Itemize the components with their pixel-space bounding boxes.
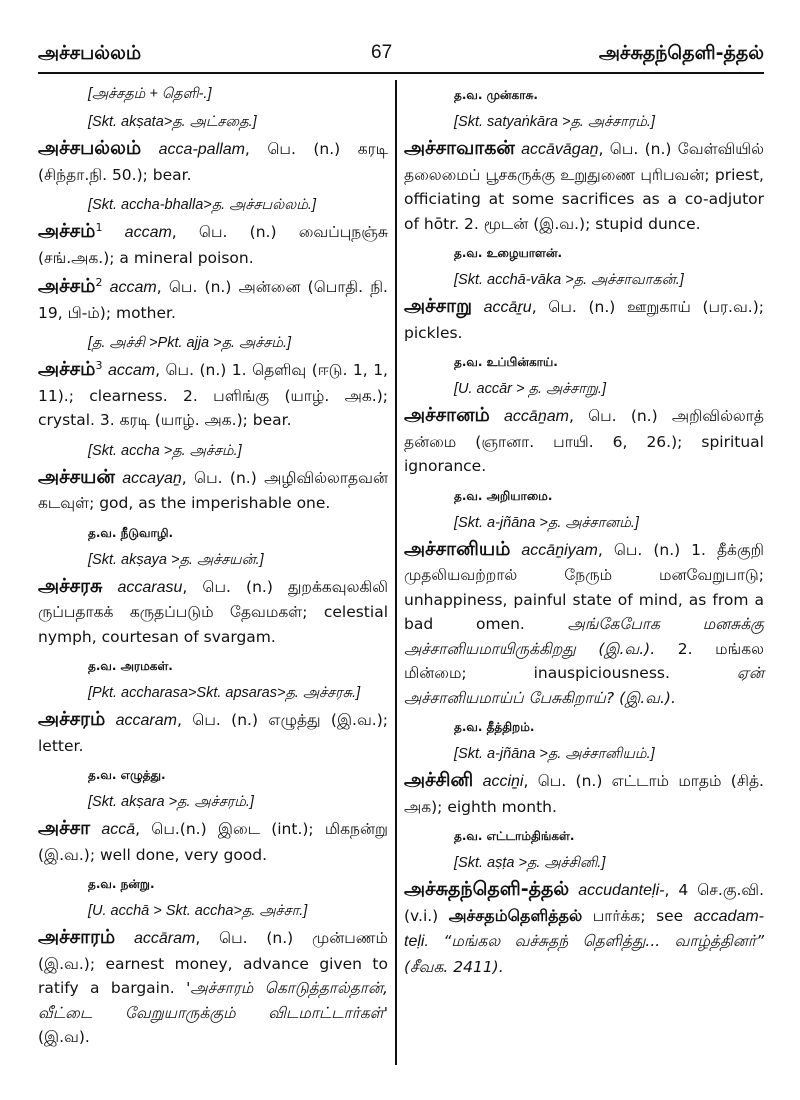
transliteration: accāṉam xyxy=(504,408,569,425)
definition: பார்க்க; see xyxy=(582,906,684,925)
definition: , பெ. (n.) துறக்கவுலகிலி ருப்பதாகக் கருதப்படும் தேவமகள்; celestial nymph, courtesan of svargam. xyxy=(38,577,388,646)
definition: , பெ. (n.) எழுத்து (இ.வ.); letter. xyxy=(38,711,388,755)
definition: , பெ. (n.) ஊறுகாய் (பர.வ.); pickles. xyxy=(404,298,764,342)
headword: அச்சம் xyxy=(38,358,96,380)
running-head-left: அச்சபல்லம் xyxy=(38,42,142,64)
etymology: [Skt. akṣata>த. அட்சதை.] xyxy=(88,114,257,130)
definition: , பெ. (n.) முன்பணம் (இ.வ.); earnest money, advance given to ratify a bargain. xyxy=(38,929,388,997)
headword: அச்சுதந்தெளி-த்தல் xyxy=(404,878,570,900)
transliteration: accam xyxy=(124,224,172,241)
definition: , பெ. (n.) அழிவில்லாதவன் கடவுள்; god, as the imperishable one. xyxy=(38,468,388,512)
tamil-equivalent: த.வ. எழுத்து. xyxy=(88,768,166,782)
transliteration: accam xyxy=(109,279,157,296)
running-head-right: அச்சுதந்தெளி-த்தல் xyxy=(598,42,764,64)
headword: அச்சரசு xyxy=(38,574,103,597)
headword: அச்சாரம் xyxy=(38,926,116,948)
tamil-equivalent: த.வ. உழையாளன். xyxy=(454,246,563,260)
tamil-equivalent: த.வ. அறியாமை. xyxy=(454,488,553,503)
definition: , பெ. (n.) 1. தெளிவு (ஈடு. 1, 1, 11).; clearness. 2. பளிங்கு (யாழ். அக.); crystal. 3. கரடி (யாழ். அக.); bear. xyxy=(38,361,388,429)
headword: அச்சாவாகன் xyxy=(404,137,515,159)
etymology: [Pkt. accharasa>Skt. apsaras>த. அச்சரசு.] xyxy=(88,685,361,701)
definition: , பெ. (n.) வைப்புநஞ்சு (சங்.அக.); a mineral poison. xyxy=(38,223,388,267)
dictionary-entry xyxy=(38,136,388,187)
tamil-equivalent: த.வ. முன்காசு. xyxy=(454,88,538,102)
definition: , பெ. (n.) அறிவில்லாத் தன்மை (ஞானா. பாயி. 6, 26.); spiritual ignorance. xyxy=(404,407,764,475)
transliteration: acciṉi xyxy=(482,773,524,790)
usage-quote: 'அச்சாரம் கொடுத்தால்தான், வீட்டை வேறுயாருக்கும் விடமாட்டார்கள்' xyxy=(38,979,388,1022)
dictionary-entry xyxy=(38,465,388,516)
dictionary-entry xyxy=(404,136,764,236)
tamil-equivalent: த.வ. எட்டாம்திங்கள். xyxy=(454,829,575,843)
transliteration: accāṉiyam xyxy=(521,541,598,559)
etymology: [Skt. accha-bhalla>த. அச்சபல்லம்.] xyxy=(88,197,316,213)
headword: அச்சா xyxy=(38,817,91,839)
dictionary-entry xyxy=(38,707,388,758)
transliteration: acca-pallam xyxy=(158,141,245,158)
definition: , பெ.(n.) இடை (int.); மிகநன்று (இ.வ.); well done, very good. xyxy=(38,820,388,864)
headword: அச்சரம் xyxy=(38,708,106,730)
tamil-equivalent: த.வ. அரமகள். xyxy=(88,659,173,673)
etymology: [Skt. satyaṅkāra >த. அச்சாரம்.] xyxy=(454,114,655,130)
usage-quote: “மங்கல வச்சுதந் தெளித்து... வாழ்த்தினர்” (சீவக. 2411). xyxy=(404,932,764,976)
header-rule xyxy=(38,72,764,74)
headword: அச்சயன் xyxy=(38,465,115,488)
headword: அச்சம் xyxy=(38,275,96,297)
transliteration: accāvāgaṉ xyxy=(521,141,599,158)
transliteration: accāṟu xyxy=(483,299,532,316)
column-divider xyxy=(395,80,397,1065)
etymology: [Skt. accha >த. அச்சம்.] xyxy=(88,442,242,459)
citation: (இ.வ). xyxy=(38,1028,90,1046)
etymology: [Skt. a-jñāna >த. அச்சானியம்.] xyxy=(454,746,655,762)
tamil-equivalent: த.வ. தீத்திறம். xyxy=(454,720,535,734)
definition: , பெ. (n.) வேள்வியில் தலைமைப் பூசகருக்கு உறுதுணை புரிபவன்; priest, officiating at some sacrifices as a co-adjutor of hōtr. 2. மூடன் (இ.வ.); stupid dunce. xyxy=(404,140,764,233)
etymology: [U. accār > த. அச்சாறு.] xyxy=(454,381,606,397)
definition: , பெ. (n.) எட்டாம் மாதம் (சித். அக); eighth month. xyxy=(404,772,764,816)
dictionary-entry xyxy=(404,294,764,345)
dictionary-entry xyxy=(38,219,388,270)
usage-quote: ஏன் அச்சானியமாய்ப் பேசுகிறாய்? (இ.வ.). xyxy=(404,664,764,707)
page-header xyxy=(38,42,764,76)
dictionary-entry xyxy=(404,877,764,979)
transliteration: accarasu xyxy=(117,578,183,596)
transliteration: accadam-teḷi. xyxy=(404,907,764,950)
dictionary-entry xyxy=(404,537,764,711)
definition: , பெ. (n.) கரடி (சிந்தா.நி. 50.); bear. xyxy=(38,140,388,184)
usage-quote: அங்கேபோக மனசுக்கு அச்சானியமாயிருக்கிறது (இ.வ.). xyxy=(404,615,764,658)
transliteration: accaram xyxy=(115,712,177,729)
dictionary-entry xyxy=(38,574,388,650)
transliteration: accā xyxy=(101,821,136,838)
headword: அச்சானியம் xyxy=(404,537,511,560)
homonym-number: 3 xyxy=(95,358,103,372)
dictionary-entry xyxy=(38,816,388,867)
cross-reference: அச்சதம்தெளித்தல் xyxy=(448,905,583,925)
definition: , பெ. (n.) 1. தீக்குறி முதலியவற்றால் நேரும் மனவேறுபாடு; unhappiness, painful state of mind, as from a bad omen. xyxy=(404,540,764,633)
tamil-equivalent: த.வ. நீடுவாழி. xyxy=(88,525,174,540)
dictionary-entry xyxy=(404,403,764,479)
page-number: 67 xyxy=(371,42,393,63)
headword: அச்சினி xyxy=(404,769,474,791)
transliteration: accāram xyxy=(133,930,196,947)
etymology: [த. அச்சி >Pkt. ajja >த. அச்சம்.] xyxy=(88,335,291,351)
tamil-equivalent: த.வ. நன்று. xyxy=(88,877,155,891)
headword: அச்சபல்லம் xyxy=(38,137,142,159)
definition: , 4 செ.கு.வி. (v.i.) xyxy=(404,881,764,925)
etymology: [Skt. akṣara >த. அச்சரம்.] xyxy=(88,794,254,810)
transliteration: accudanteḷi- xyxy=(578,882,665,899)
headword: அச்சம் xyxy=(38,220,96,242)
etymology: [Skt. a-jñāna >த. அச்சானம்.] xyxy=(454,514,639,531)
etymology: [அச்சதம் + தெளி-.] xyxy=(88,86,212,102)
dictionary-entry xyxy=(38,274,388,325)
right-column xyxy=(404,84,764,979)
etymology: [Skt. acchā-vāka >த. அச்சாவாகன்.] xyxy=(454,272,684,288)
transliteration: accayaṉ xyxy=(122,469,182,487)
homonym-number: 2 xyxy=(95,275,103,289)
definition: , பெ. (n.) அன்னை (பொதி. நி. 19, பி-ம்); mother. xyxy=(38,278,388,322)
etymology: [U. acchā > Skt. accha>த. அச்சா.] xyxy=(88,903,308,919)
tamil-equivalent: த.வ. உப்பின்காய். xyxy=(454,355,558,369)
transliteration: accam xyxy=(107,362,156,379)
dictionary-entry xyxy=(38,925,388,1050)
etymology: [Skt. akṣaya >த. அச்சயன்.] xyxy=(88,551,264,568)
definition: 2. மங்கல மின்மை; inauspiciousness. xyxy=(404,639,764,682)
headword: அச்சானம் xyxy=(404,404,490,426)
left-column xyxy=(38,84,388,1050)
dictionary-entry xyxy=(38,357,388,433)
dictionary-entry xyxy=(404,768,764,819)
headword: அச்சாறு xyxy=(404,295,472,317)
etymology: [Skt. aṣṭa >த. அச்சினி.] xyxy=(454,855,606,871)
homonym-number: 1 xyxy=(95,220,103,234)
